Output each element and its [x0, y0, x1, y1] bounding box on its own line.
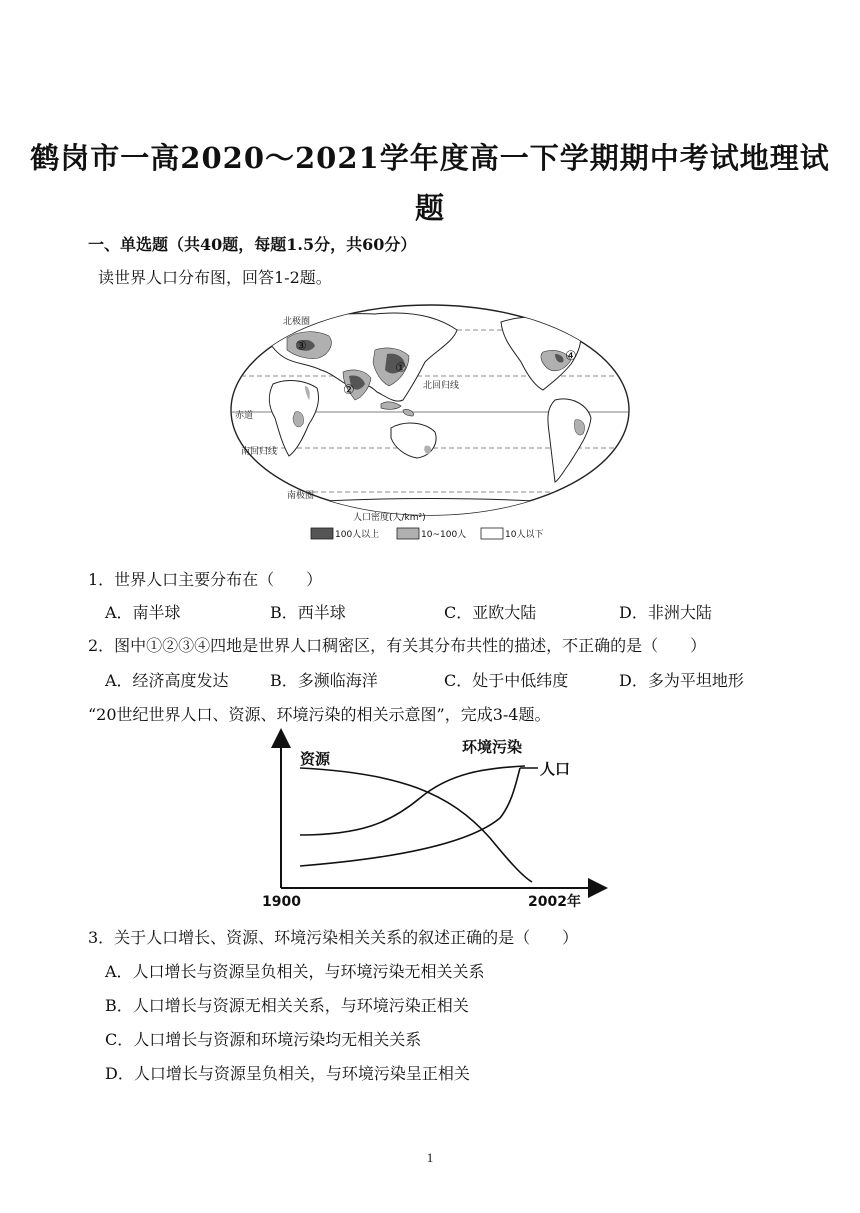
exam-title-line2: 题: [414, 191, 445, 225]
antarctica-landmass: [265, 499, 595, 531]
x-start-label: 1900: [262, 894, 301, 908]
marker-3: ③: [295, 339, 307, 354]
q3-option-a: A．人口增长与资源呈负相关，与环境污染无相关关系: [105, 962, 485, 981]
pollution-label: 环境污染: [462, 738, 523, 756]
q1-option-b: B．西半球: [270, 603, 346, 622]
equator-label: 赤道: [235, 411, 254, 421]
population-resource-pollution-diagram: [250, 728, 610, 908]
africa-density-area: [293, 412, 304, 427]
section-heading: 一、单选题（共40题，每题1.5分，共60分）: [88, 235, 417, 254]
question-1-stem: 1．世界人口主要分布在（ ）: [88, 570, 323, 589]
question-3-stem: 3．关于人口增长、资源、环境污染相关关系的叙述正确的是（ ）: [88, 928, 579, 947]
arctic-circle-label: 北极圈: [283, 317, 311, 327]
intro-map: 读世界人口分布图，回答1-2题。: [98, 268, 332, 287]
legend-label-low: 10人以下: [505, 530, 544, 540]
antarctic-circle-label: 南极圈: [287, 491, 315, 501]
x-end-label: 2002年: [528, 894, 581, 908]
intro-chart: “20世纪世界人口、资源、环境污染的相关示意图”，完成3-4题。: [88, 705, 551, 724]
tropic-capricorn-label: 南回归线: [241, 447, 278, 457]
population-curve: [300, 768, 520, 866]
legend-label-high: 100人以上: [335, 530, 380, 540]
q2-option-d: D．多为平坦地形: [619, 671, 744, 690]
q1-option-a: A．南半球: [105, 603, 181, 622]
page-number: 1: [426, 1150, 434, 1165]
marker-1: ①: [395, 361, 407, 376]
marker-2: ②: [343, 383, 355, 398]
legend-title: 人口密度(人/km²): [353, 513, 426, 523]
q3-option-b: B．人口增长与资源无相关关系，与环境污染正相关: [105, 996, 469, 1015]
q1-option-d: D．非洲大陆: [619, 603, 712, 622]
tropic-cancer-label: 北回归线: [423, 381, 460, 391]
population-label: 人口: [540, 760, 571, 778]
q3-option-c: C．人口增长与资源和环境污染均无相关关系: [105, 1030, 422, 1049]
legend-swatch-high: [311, 528, 333, 539]
q2-option-a: A．经济高度发达: [105, 671, 229, 690]
q2-option-b: B．多濒临海洋: [270, 671, 378, 690]
legend-swatch-mid: [397, 528, 419, 539]
resource-label: 资源: [300, 750, 331, 768]
exam-title-line1: 鹤岗市一高2020～2021学年度高一下学期期中考试地理试: [30, 141, 830, 175]
world-population-map: [225, 300, 635, 548]
q3-option-d: D．人口增长与资源呈负相关，与环境污染呈正相关: [105, 1064, 470, 1083]
resource-curve: [300, 768, 532, 882]
q2-option-c: C．处于中低纬度: [444, 671, 569, 690]
q1-option-c: C．亚欧大陆: [444, 603, 537, 622]
legend-label-mid: 10~100人: [421, 530, 467, 540]
marker-4: ④: [565, 349, 577, 364]
legend-swatch-low: [481, 528, 503, 539]
question-2-stem: 2．图中①②③④四地是世界人口稠密区，有关其分布共性的描述，不正确的是（ ）: [88, 636, 707, 655]
